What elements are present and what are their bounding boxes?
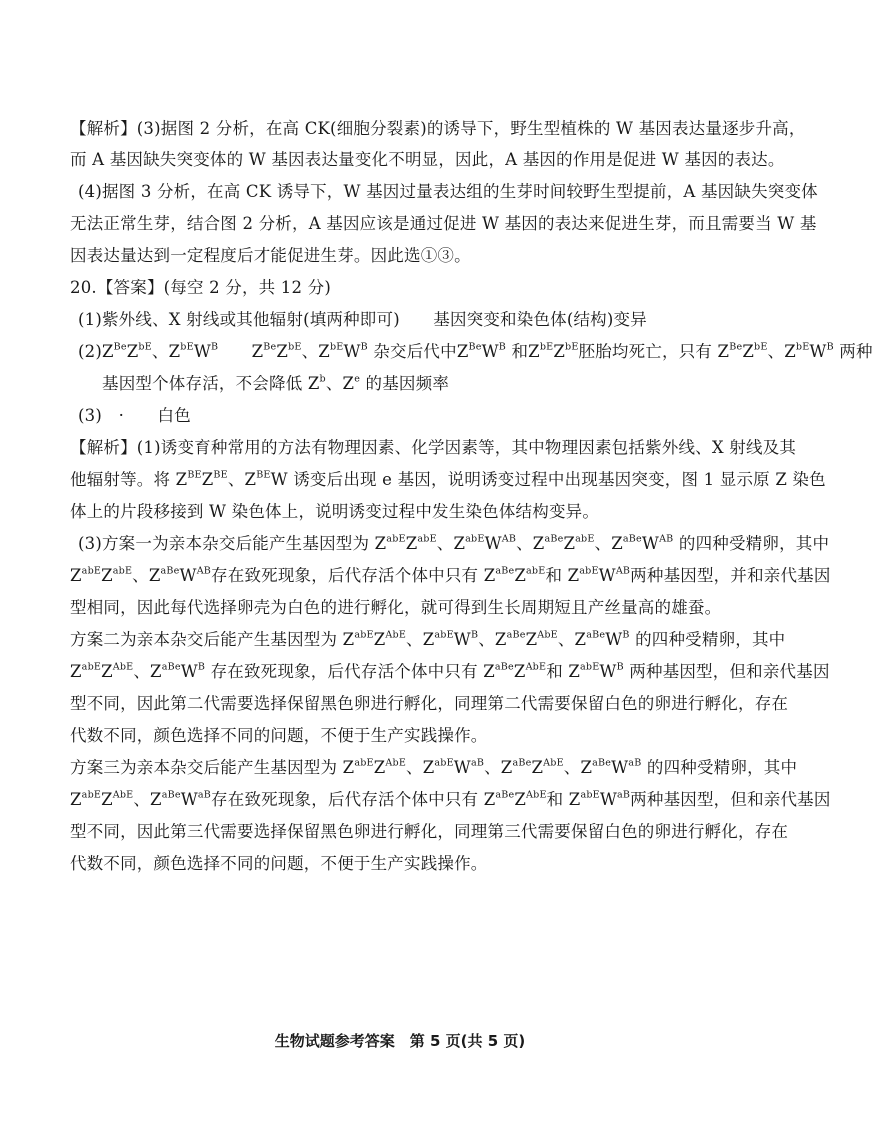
text-line-b4: (3) · 白色: [78, 406, 191, 425]
text-line-a1: 【解析】(3)据图 2 分析，在高 CK(细胞分裂素)的诱导下，野生型植株的 W 基因表达量逐步升高，: [70, 119, 806, 138]
text-line-c8: $Z^{abE}Z^{AbE}$、$Z^{aBe}W^B$ 存在致死现象，后代存活个体中只有 $Z^{aBe}Z^{AbE}$和 $Z^{abE}W^B$ 两种基因型，但和亲代基因: [70, 661, 830, 681]
text-line-a3: (4)据图 3 分析，在高 CK 诱导下，W 基因过量表达组的生芽时间较野生型提前，A 基因缺失突变体: [78, 182, 818, 201]
text-line-b3: 基因型个体存活，不会降低 $Z^b$、$Z^e$ 的基因频率: [102, 373, 450, 393]
text-line-a5: 因表达量达到一定程度后才能促进生芽。因此选①③。: [70, 246, 471, 265]
text-line-a2: 而 A 基因缺失突变体的 W 基因表达量变化不明显，因此，A 基因的作用是促进 W 基因的表达。: [70, 150, 785, 169]
text-line-c14: 代数不同，颜色选择不同的问题，不便于生产实践操作。: [70, 854, 488, 873]
text-line-c5: $Z^{abE}Z^{abE}$、$Z^{aBe}W^{AB}$存在致死现象，后代存活个体中只有 $Z^{aBe}Z^{abE}$和 $Z^{abE}W^{AB}$两种基因型，并和亲代基因: [70, 565, 831, 585]
page-footer: 生物试题参考答案 第 5 页(共 5 页): [274, 1032, 526, 1050]
text-line-c9: 型不同，因此第二代需要选择保留黑色卵进行孵化，同理第二代需要保留白色的卵进行孵化，存在: [70, 694, 789, 713]
text-line-c11: 方案三为亲本杂交后能产生基因型为 $Z^{abE}Z^{AbE}$、$Z^{abE}W^{aB}$、$Z^{aBe}Z^{AbE}$、$Z^{aBe}W^{aB}$ 的四种受精卵，其中: [70, 757, 798, 777]
text-line-c10: 代数不同，颜色选择不同的问题，不便于生产实践操作。: [70, 726, 488, 745]
text-line-a4: 无法正常生芽，结合图 2 分析，A 基因应该是通过促进 W 基因的表达来促进生芽，而且需要当 W 基: [70, 214, 817, 233]
text-line-c3: 体上的片段移接到 W 染色体上，说明诱变过程中发生染色体结构变异。: [70, 502, 600, 521]
text-line-c6: 型相同，因此每代选择卵壳为白色的进行孵化，就可得到生长周期短且产丝量高的雄蚕。: [70, 598, 722, 617]
text-line-b2: $(2)Z^{Be}Z^{bE}$、$Z^{bE}W^B$ $Z^{Be}Z^{bE}$、$Z^{bE}W^B$ 杂交后代中$Z^{Be}W^B$ 和$Z^{bE}Z^{bE}$胚胎均死亡，只有 $Z^{Be}Z^{bE}$、$Z^{bE}W^B$ 两种: [78, 341, 873, 361]
text-line-c12: $Z^{abE}Z^{AbE}$、$Z^{aBe}W^{aB}$存在致死现象，后代存活个体中只有 $Z^{aBe}Z^{AbE}$和 $Z^{abE}W^{aB}$两种基因型，但和亲代基因: [70, 789, 831, 809]
text-line-c2: 他辐射等。将 $Z^{BE}Z^{BE}$、$Z^{BE}W$ 诱变后出现 e 基因，说明诱变过程中出现基因突变，图 1 显示原 Z 染色: [70, 469, 826, 489]
text-line-c13: 型不同，因此第三代需要选择保留黑色卵进行孵化，同理第三代需要保留白色的卵进行孵化，存在: [70, 822, 789, 841]
text-line-q20: 20.【答案】(每空 2 分，共 12 分): [70, 278, 331, 297]
text-line-c1: 【解析】(1)诱变育种常用的方法有物理因素、化学因素等，其中物理因素包括紫外线、X 射线及其: [70, 438, 797, 457]
text-line-c7: 方案二为亲本杂交后能产生基因型为 $Z^{abE}Z^{AbE}$、$Z^{abE}W^B$、$Z^{aBe}Z^{AbE}$、$Z^{aBe}W^B$ 的四种受精卵，其中: [70, 629, 786, 649]
text-line-b1: (1)紫外线、X 射线或其他辐射(填两种即可) 基因突变和染色体(结构)变异: [78, 310, 647, 329]
text-line-c4: (3)方案一为亲本杂交后能产生基因型为 $Z^{abE}Z^{abE}$、$Z^{abE}W^{AB}$、$Z^{aBe}Z^{abE}$、$Z^{aBe}W^{AB}$ 的四种受精卵，其中: [78, 533, 830, 553]
